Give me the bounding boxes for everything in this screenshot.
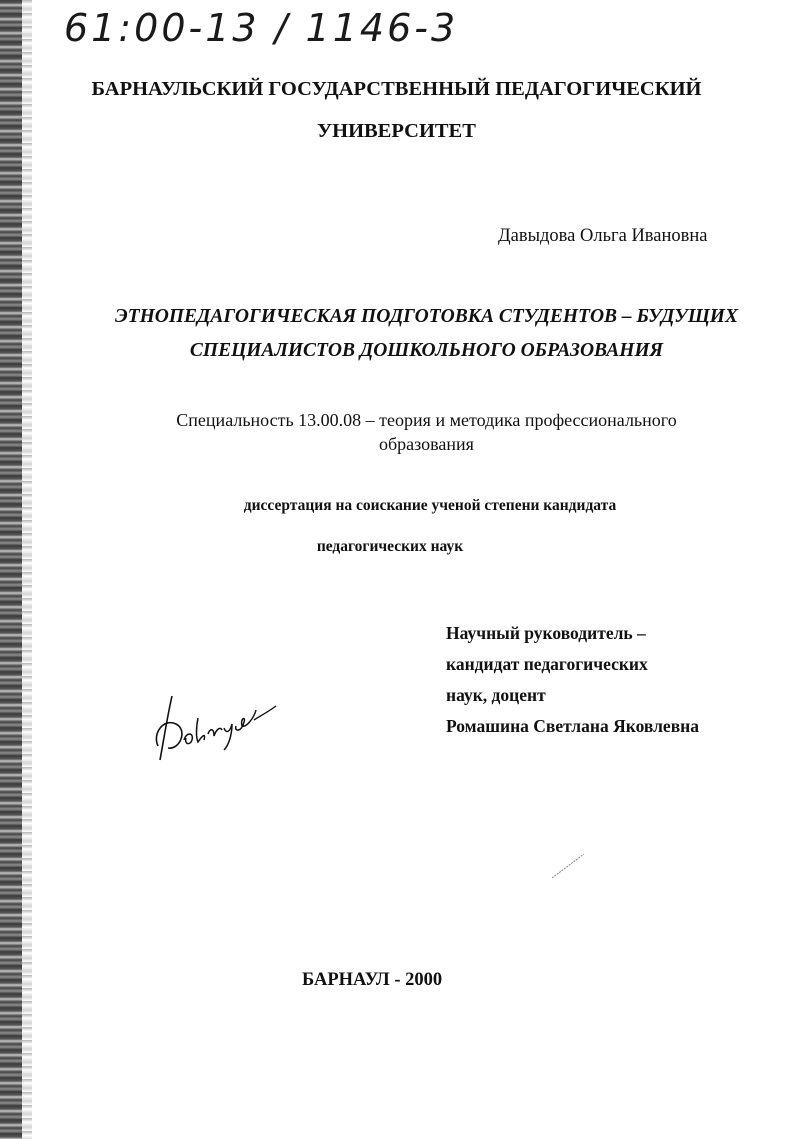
title-line-1: ЭТНОПЕДАГОГИЧЕСКАЯ ПОДГОТОВКА СТУДЕНТОВ – БУДУЩИХ xyxy=(115,306,738,327)
author-name: Давыдова Ольга Ивановна xyxy=(498,226,708,246)
stray-pencil-mark xyxy=(550,850,586,880)
scanned-binding-edge xyxy=(0,0,22,1139)
degree-line-1: диссертация на соискание ученой степени кандидата xyxy=(243,497,617,514)
title-line-2: СПЕЦИАЛИСТОВ ДОШКОЛЬНОГО ОБРАЗОВАНИЯ xyxy=(189,340,664,361)
university-line-2: УНИВЕРСИТЕТ xyxy=(317,120,476,142)
specialty-line-2: образования xyxy=(379,434,474,454)
advisor-line-3: наук, доцент xyxy=(446,685,546,705)
degree-line-2: педагогических наук xyxy=(316,538,464,555)
advisor-line-4: Ромашина Светлана Яковлевна xyxy=(446,716,699,736)
dissertation-title xyxy=(30,300,793,368)
university-line-1: БАРНАУЛЬСКИЙ ГОСУДАРСТВЕННЫЙ ПЕДАГОГИЧЕСКИЙ xyxy=(91,78,702,100)
scientific-advisor xyxy=(446,618,699,742)
specialty-line-1: Специальность 13.00.08 – теория и методика профессионального xyxy=(176,410,677,430)
advisor-line-2: кандидат педагогических xyxy=(446,654,648,674)
archive-code: 61:00-13 / 1146-3 xyxy=(64,6,459,50)
signature-icon xyxy=(150,688,280,768)
specialty xyxy=(30,408,793,456)
place-and-year: БАРНАУЛ - 2000 xyxy=(302,970,443,990)
university-name xyxy=(0,68,793,152)
advisor-line-1: Научный руководитель – xyxy=(446,623,646,643)
